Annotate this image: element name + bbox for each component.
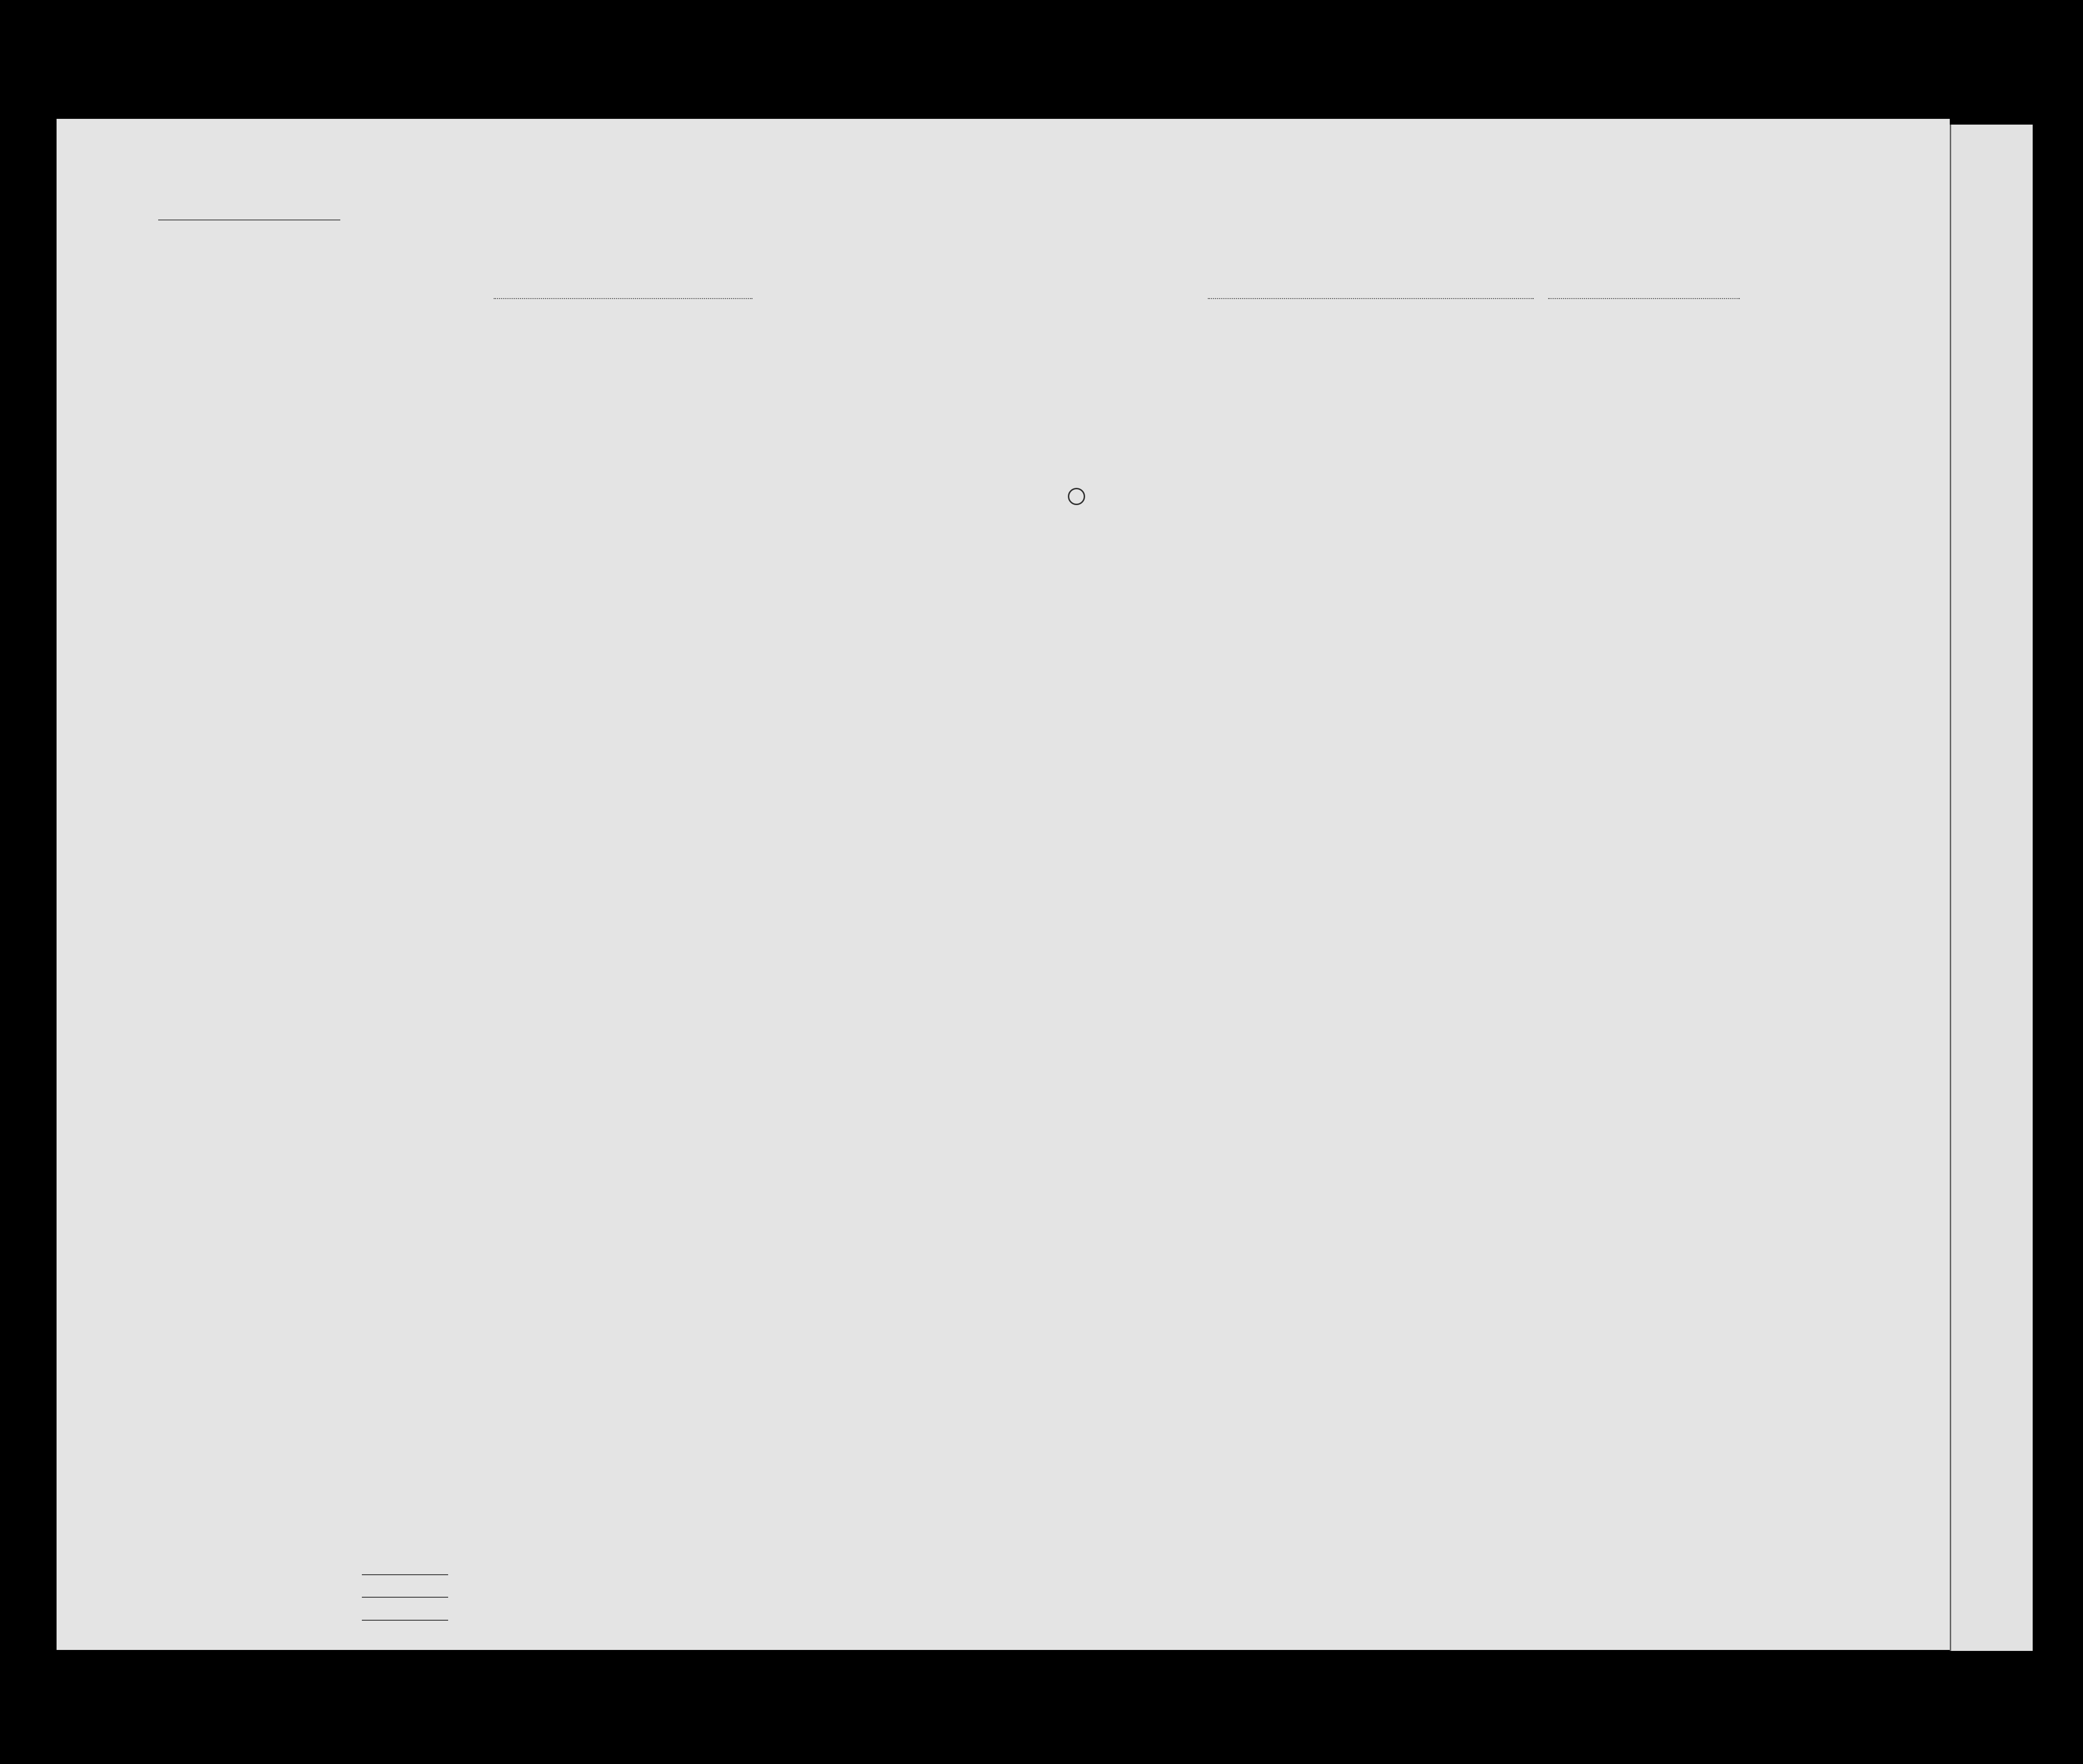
us-line (362, 1597, 448, 1598)
list-line (158, 219, 340, 220)
race-mark (1068, 488, 1085, 505)
date-line (1548, 298, 1740, 299)
total-line (362, 1574, 448, 1575)
port-line (1208, 298, 1534, 299)
aliens-line (362, 1620, 448, 1621)
ship-line (494, 298, 752, 299)
